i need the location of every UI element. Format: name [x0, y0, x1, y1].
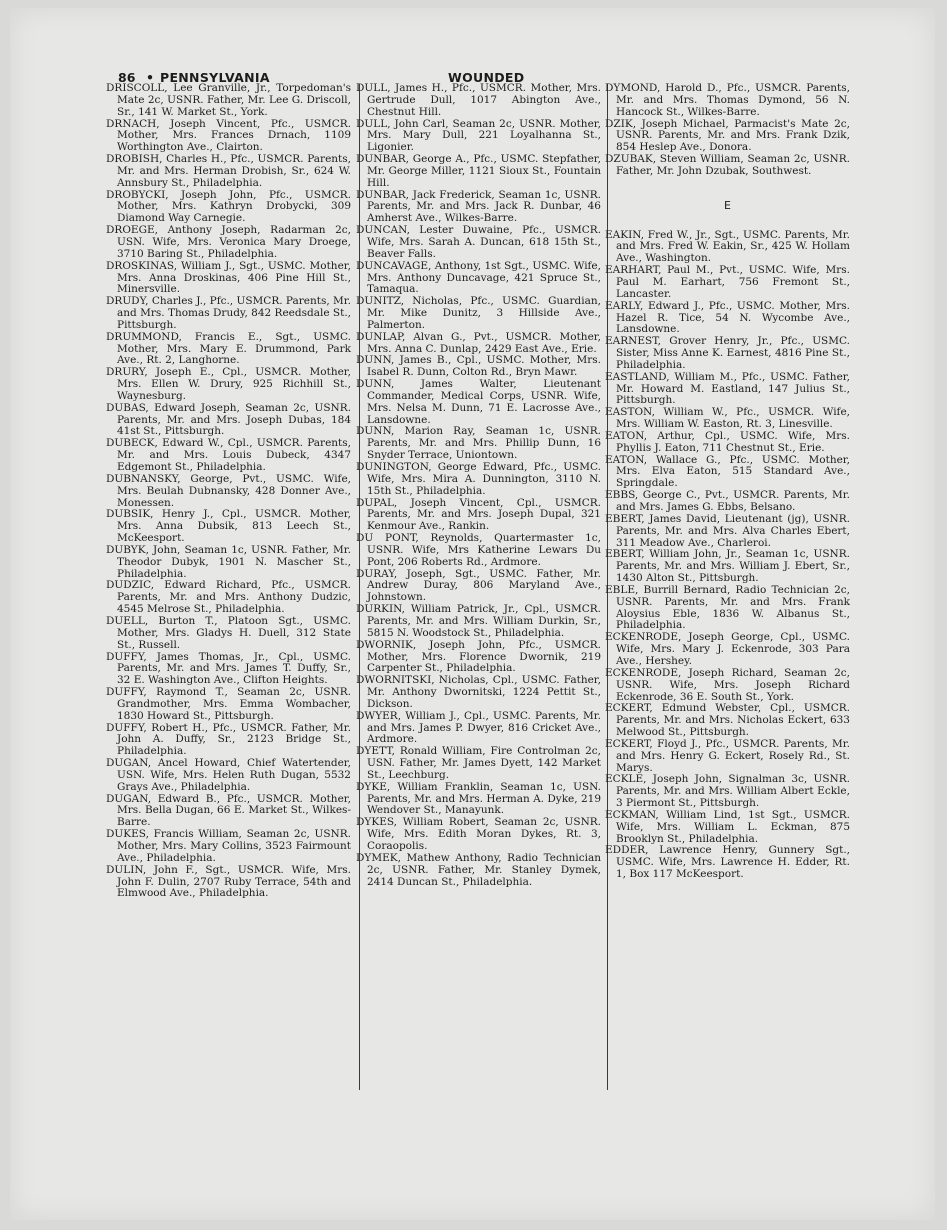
casualty-entry: DUNINGTON, George Edward, Pfc., USMC. Wife, Mrs. Mira A. Dunnington, 3110 N. 15th St., Philadelphia.	[356, 461, 601, 497]
casualty-entry: DUNN, James B., Cpl., USMC. Mother, Mrs. Isabel R. Dunn, Colton Rd., Bryn Mawr.	[356, 354, 601, 379]
casualty-entry: DROBISH, Charles H., Pfc., USMCR. Parents, Mr. and Mrs. Herman Drobish, Sr., 624 W. Annsbury St., Philadelphia.	[106, 153, 351, 189]
casualty-entry: ECKLE, Joseph John, Signalman 3c, USNR. Parents, Mr. and Mrs. William Albert Eckle, 3 Piermont St., Pittsburgh.	[605, 773, 850, 810]
casualty-entry: DU PONT, Reynolds, Quartermaster 1c, USNR. Wife, Mrs Katherine Lewars Du Pont, 206 Roberts Rd., Ardmore.	[356, 532, 601, 568]
casualty-entry: EBLE, Burrill Bernard, Radio Technician 2c, USNR. Parents, Mr. and Mrs. Frank Aloysius Eble, 1836 W. Albanus St., Philadelphia.	[605, 583, 850, 632]
casualty-entry: DUFFY, James Thomas, Jr., Cpl., USMC. Parents, Mr. and Mrs. James T. Duffy, Sr., 32 E. Washington Ave., Clifton Heights.	[106, 650, 351, 687]
casualty-entry: ECKERT, Edmund Webster, Cpl., USMCR. Parents, Mr. and Mrs. Nicholas Eckert, 633 Melwood St., Pittsburgh.	[605, 702, 850, 739]
casualty-entry: DUNITZ, Nicholas, Pfc., USMC. Guardian, Mr. Mike Dunitz, 3 Hillside Ave., Palmerton.	[356, 295, 601, 331]
state-title: PENNSYLVANIA	[160, 70, 270, 85]
casualty-entry: ECKERT, Floyd J., Pfc., USMCR. Parents, Mr. and Mrs. Henry G. Eckert, Rosely Rd., St. Marys.	[605, 737, 850, 774]
column-3	[605, 83, 850, 881]
casualty-entry: DWORNITSKI, Nicholas, Cpl., USMC. Father, Mr. Anthony Dwornitski, 1224 Pettit St., Dickson.	[356, 674, 601, 710]
casualty-entry: EARHART, Paul M., Pvt., USMC. Wife, Mrs. Paul M. Earhart, 756 Fremont St., Lancaster.	[605, 264, 850, 300]
section-title: WOUNDED	[448, 70, 525, 85]
casualty-entry: EBERT, James David, Lieutenant (jg), USNR. Parents, Mr. and Mrs. Alva Charles Ebert, 311 Meadow Ave., Charleroi.	[605, 512, 850, 549]
casualty-entry: DYKES, William Robert, Seaman 2c, USNR. Wife, Mrs. Edith Moran Dykes, Rt. 3, Coraopolis.	[356, 816, 601, 852]
casualty-entry: DYMOND, Harold D., Pfc., USMCR. Parents, Mr. and Mrs. Thomas Dymond, 56 N. Hancock St., Wilkes-Barre.	[605, 82, 850, 118]
casualty-entry: DWYER, William J., Cpl., USMC. Parents, Mr. and Mrs. James P. Dwyer, 816 Cricket Ave., Ardmore.	[356, 709, 601, 746]
casualty-entry: DUFFY, Raymond T., Seaman 2c, USNR. Grandmother, Mrs. Emma Wombacher, 1830 Howard St., Pittsburgh.	[106, 686, 351, 722]
casualty-entry: DROEGE, Anthony Joseph, Radarman 2c, USN. Wife, Mrs. Veronica Mary Droege, 3710 Baring St., Philadelphia.	[106, 224, 351, 260]
casualty-entry: DUBNANSKY, George, Pvt., USMC. Wife, Mrs. Beulah Dubnansky, 428 Donner Ave., Monessen.	[106, 472, 351, 509]
casualty-entry: DROSKINAS, William J., Sgt., USMC. Mother, Mrs. Anna Droskinas, 406 Pine Hill St., Minersville.	[106, 259, 351, 296]
casualty-entry: DRURY, Joseph E., Cpl., USMCR. Mother, Mrs. Ellen W. Drury, 925 Richhill St., Waynesburg.	[106, 366, 351, 402]
casualty-entry: EARNEST, Grover Henry, Jr., Pfc., USMC. Sister, Miss Anne K. Earnest, 4816 Pine St., Philadelphia.	[605, 335, 850, 371]
casualty-entry: DRUDY, Charles J., Pfc., USMCR. Parents, Mr. and Mrs. Thomas Drudy, 842 Reedsdale St., Pittsburgh.	[106, 295, 351, 331]
casualty-entry: DUBECK, Edward W., Cpl., USMCR. Parents, Mr. and Mrs. Louis Dubeck, 4347 Edgemont St., Philadelphia.	[106, 437, 351, 473]
casualty-entry: EASTLAND, William M., Pfc., USMC. Father, Mr. Howard M. Eastland, 147 Julius St., Pittsburgh.	[605, 370, 850, 407]
casualty-entry: DUNBAR, Jack Frederick, Seaman 1c, USNR. Parents, Mr. and Mrs. Jack R. Dunbar, 46 Amherst Ave., Wilkes-Barre.	[356, 188, 601, 225]
casualty-entry: DYMEK, Mathew Anthony, Radio Technician 2c, USNR. Father, Mr. Stanley Dymek, 2414 Duncan St., Philadelphia.	[356, 851, 601, 888]
casualty-entry: ECKENRODE, Joseph George, Cpl., USMC. Wife, Mrs. Mary J. Eckenrode, 303 Para Ave., Hershey.	[605, 631, 850, 667]
casualty-entry: EAKIN, Fred W., Jr., Sgt., USMC. Parents, Mr. and Mrs. Fred W. Eakin, Sr., 425 W. Hollam Ave., Washington.	[605, 228, 850, 265]
casualty-entry: DUGAN, Ancel Howard, Chief Watertender, USN. Wife, Mrs. Helen Ruth Dugan, 5532 Grays Ave., Philadelphia.	[106, 757, 351, 793]
casualty-entry: DUNN, James Walter, Lieutenant Commander, Medical Corps, USNR. Wife, Mrs. Nelsa M. Dunn, 71 E. Lacrosse Ave., Lansdowne.	[356, 378, 601, 426]
casualty-entry: DUDZIC, Edward Richard, Pfc., USMCR. Parents, Mr. and Mrs. Anthony Dudzic, 4545 Melrose St., Philadelphia.	[106, 579, 351, 616]
casualty-entry: DUNLAP, Alvan G., Pvt., USMCR. Mother, Mrs. Anna C. Dunlap, 2429 East Ave., Erie.	[356, 330, 601, 355]
letter-heading: E	[724, 198, 731, 212]
casualty-entry: DROBYCKI, Joseph John, Pfc., USMCR. Mother, Mrs. Kathryn Drobycki, 309 Diamond Way Carnegie.	[106, 188, 351, 225]
casualty-entry: DUPAL, Joseph Vincent, Cpl., USMCR. Parents, Mr. and Mrs. Joseph Dupal, 321 Kenmour Ave., Rankin.	[356, 496, 601, 533]
casualty-entry: DZUBAK, Steven William, Seaman 2c, USNR. Father, Mr. John Dzubak, Southwest.	[605, 153, 850, 177]
casualty-entry: DULIN, John F., Sgt., USMCR. Wife, Mrs. John F. Dulin, 2707 Ruby Terrace, 54th and Elmwood Ave., Philadelphia.	[106, 863, 351, 900]
column-2	[356, 83, 601, 888]
casualty-entry: DUNCAVAGE, Anthony, 1st Sgt., USMC. Wife, Mrs. Anthony Duncavage, 421 Spruce St., Tamaqua.	[356, 259, 601, 296]
casualty-entry: DUBSIK, Henry J., Cpl., USMCR. Mother, Mrs. Anna Dubsik, 813 Leech St., McKeesport.	[106, 508, 351, 545]
casualty-entry: DRNACH, Joseph Vincent, Pfc., USMCR. Mother, Mrs. Frances Drnach, 1109 Worthington Ave., Clairton.	[106, 117, 351, 154]
casualty-entry: DUNBAR, George A., Pfc., USMC. Stepfather, Mr. George Miller, 1121 Sioux St., Fountain Hill.	[356, 153, 601, 189]
casualty-entry: DURKIN, William Patrick, Jr., Cpl., USMCR. Parents, Mr. and Mrs. William Durkin, Sr., 5815 N. Woodstock St., Philadelphia.	[356, 603, 601, 639]
casualty-entry: EATON, Arthur, Cpl., USMC. Wife, Mrs. Phyllis J. Eaton, 711 Chestnut St., Erie.	[605, 429, 850, 454]
casualty-entry: DUNCAN, Lester Duwaine, Pfc., USMCR. Wife, Mrs. Sarah A. Duncan, 618 15th St., Beaver Falls.	[356, 224, 601, 260]
casualty-entry: ECKENRODE, Joseph Richard, Seaman 2c, USNR. Wife, Mrs. Joseph Richard Eckenrode, 36 E. South St., York.	[605, 666, 850, 703]
page-number: 86	[118, 70, 136, 85]
casualty-entry: DZIK, Joseph Michael, Parmacist's Mate 2c, USNR. Parents, Mr. and Mrs. Frank Dzik, 854 Heslep Ave., Donora.	[605, 117, 850, 154]
casualty-entry: ECKMAN, William Lind, 1st Sgt., USMCR. Wife, Mrs. William L. Eckman, 875 Brooklyn St., Philadelphia.	[605, 808, 850, 845]
casualty-entry: DUNN, Marion Ray, Seaman 1c, USNR. Parents, Mr. and Mrs. Phillip Dunn, 16 Snyder Terrace, Uniontown.	[356, 425, 601, 462]
casualty-entry: DRUMMOND, Francis E., Sgt., USMC. Mother, Mrs. Mary E. Drummond, Park Ave., Rt. 2, Langhorne.	[106, 330, 351, 367]
casualty-entry: EASTON, William W., Pfc., USMCR. Wife, Mrs. William W. Easton, Rt. 3, Linesville.	[605, 406, 850, 431]
casualty-entry: EARLY, Edward J., Pfc., USMC. Mother, Mrs. Hazel R. Tice, 54 N. Wycombe Ave., Lansdowne.	[605, 299, 850, 336]
casualty-entry: EDDER, Lawrence Henry, Gunnery Sgt., USMC. Wife, Mrs. Lawrence H. Edder, Rt. 1, Box 117 McKeesport.	[605, 844, 850, 881]
casualty-entry: DWORNIK, Joseph John, Pfc., USMCR. Mother, Mrs. Florence Dwornik, 219 Carpenter St., Philadelphia.	[356, 638, 601, 675]
casualty-entry: DUELL, Burton T., Platoon Sgt., USMC. Mother, Mrs. Gladys H. Duell, 312 State St., Russell.	[106, 614, 351, 651]
casualty-entry: DRISCOLL, Lee Granville, Jr., Torpedoman's Mate 2c, USNR. Father, Mr. Lee G. Driscoll, Sr., 141 W. Market St., York.	[106, 82, 351, 118]
column-1	[106, 83, 351, 900]
header-bullet: •	[146, 70, 154, 85]
casualty-entry: DURAY, Joseph, Sgt., USMC. Father, Mr. Andrew Duray, 806 Maryland Ave., Johnstown.	[356, 567, 601, 604]
casualty-entry: DULL, John Carl, Seaman 2c, USNR. Mother, Mrs. Mary Dull, 221 Loyalhanna St., Ligonier.	[356, 117, 601, 154]
casualty-entry: DYKE, William Franklin, Seaman 1c, USN. Parents, Mr. and Mrs. Herman A. Dyke, 219 Wendover St., Manayunk.	[356, 780, 601, 817]
casualty-entry: EATON, Wallace G., Pfc., USMC. Mother, Mrs. Elva Eaton, 515 Standard Ave., Springdale.	[605, 453, 850, 490]
casualty-entry: DULL, James H., Pfc., USMCR. Mother, Mrs. Gertrude Dull, 1017 Abington Ave., Chestnut Hill.	[356, 82, 601, 118]
casualty-entry: DYETT, Ronald William, Fire Controlman 2c, USN. Father, Mr. James Dyett, 142 Market St., Leechburg.	[356, 745, 601, 781]
casualty-entry: DUKES, Francis William, Seaman 2c, USNR. Mother, Mrs. Mary Collins, 3523 Fairmount Ave., Philadelphia.	[106, 828, 351, 864]
casualty-entry: DUBAS, Edward Joseph, Seaman 2c, USNR. Parents, Mr. and Mrs. Joseph Dubas, 184 41st St., Pittsburgh.	[106, 401, 351, 438]
casualty-entry: DUFFY, Robert H., Pfc., USMCR. Father, Mr. John A. Duffy, Sr., 2123 Bridge St., Philadelphia.	[106, 721, 351, 758]
casualty-entry: EBERT, William John, Jr., Seaman 1c, USNR. Parents, Mr. and Mrs. William J. Ebert, Sr., 1430 Alton St., Pittsburgh.	[605, 548, 850, 585]
casualty-entry: DUBYK, John, Seaman 1c, USNR. Father, Mr. Theodor Dubyk, 1901 N. Mascher St., Philadelphia.	[106, 543, 351, 580]
casualty-entry: DUGAN, Edward B., Pfc., USMCR. Mother, Mrs. Bella Dugan, 66 E. Market St., Wilkes-Barre.	[106, 792, 351, 829]
casualty-entry: EBBS, George C., Pvt., USMCR. Parents, Mr. and Mrs. James G. Ebbs, Belsano.	[605, 489, 850, 513]
